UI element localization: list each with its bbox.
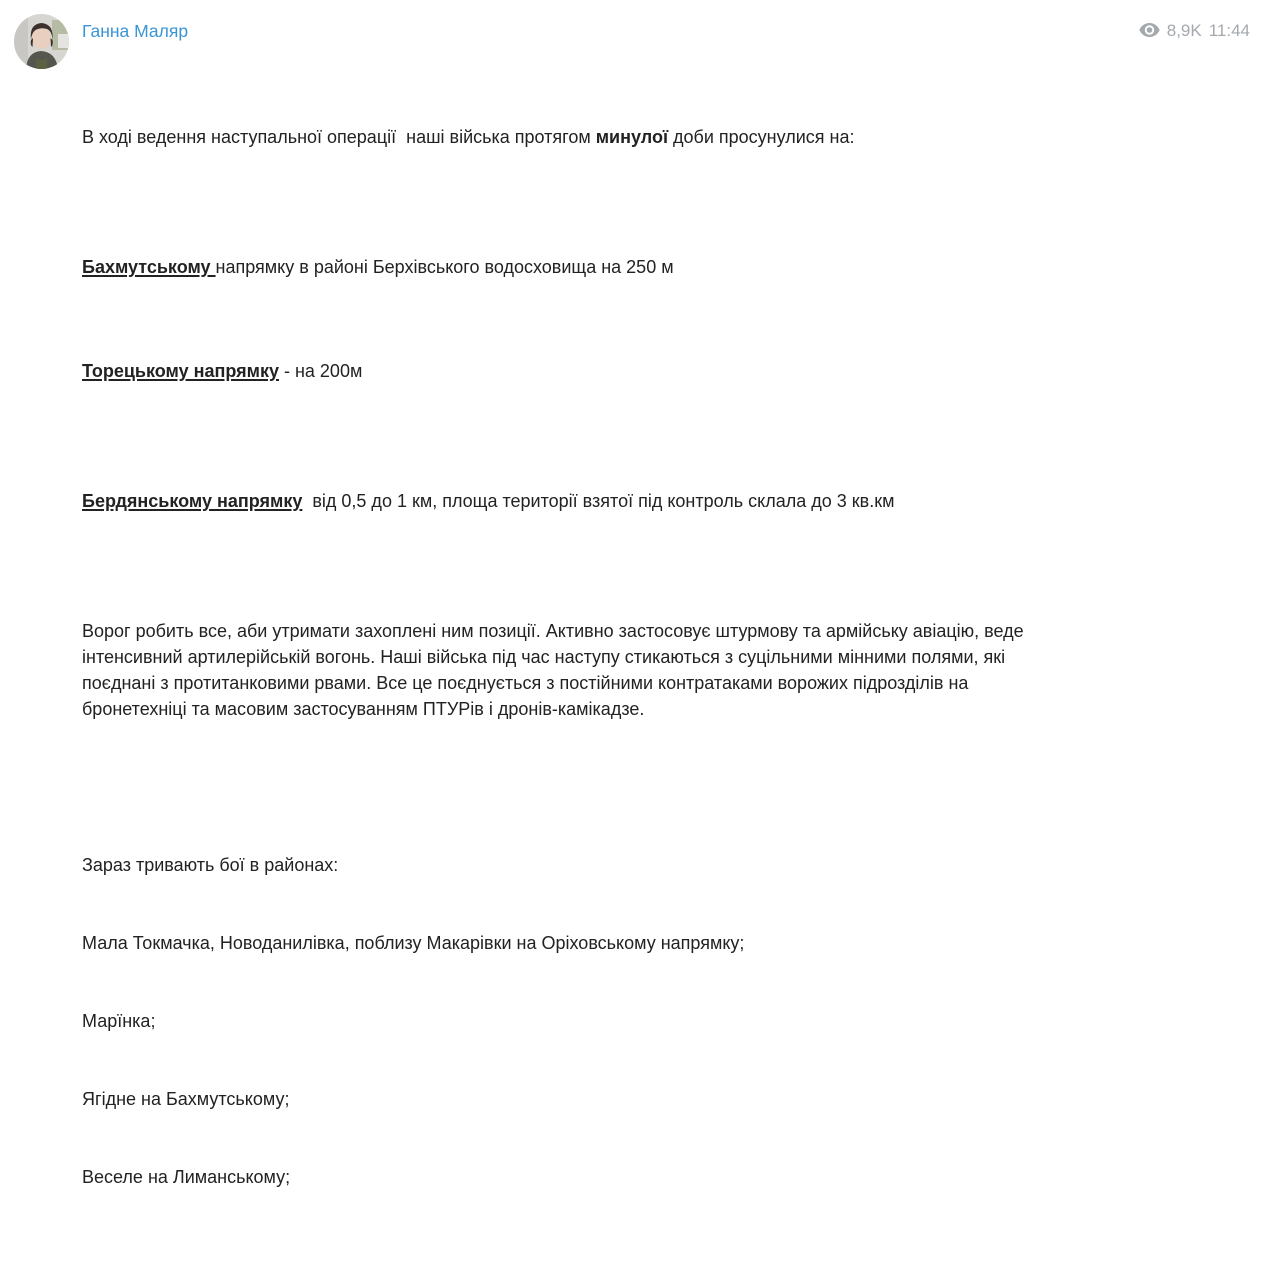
battles-line-1-text: Мала Токмачка, Новоданилівка, поблизу Макарівки на Оріховському напрямку; xyxy=(82,933,745,953)
paragraph-intro xyxy=(82,124,1050,150)
line-berdiansk xyxy=(82,488,1050,514)
channel-name[interactable]: Ганна Маляр xyxy=(82,21,189,41)
battles-line-4-text: Веселе на Лиманському; xyxy=(82,1167,291,1187)
view-count: 8,9K xyxy=(1166,21,1202,40)
line-toretsk xyxy=(82,358,1050,384)
toretsk-detail: - на 200м xyxy=(278,361,363,381)
battles-header-text: Зараз тривають бої в районах: xyxy=(82,855,339,875)
bakhmut-detail: напрямку в районі Берхівського водосховища на 250 м xyxy=(215,257,674,277)
avatar-image xyxy=(14,14,69,69)
battles-line-3 xyxy=(82,1086,1050,1112)
berdiansk-direction-label: Бердянському напрямку xyxy=(82,491,303,511)
views-eye-icon xyxy=(1139,22,1160,42)
intro-text-end: доби просунулися на: xyxy=(668,127,855,147)
message-body xyxy=(82,46,1050,1268)
battles-line-2-text: Марїнка; xyxy=(82,1011,156,1031)
line-bakhmut xyxy=(82,254,1050,280)
intro-text: В ході ведення наступальної операції наші війська протягом xyxy=(82,127,596,147)
battles-line-1 xyxy=(82,930,1050,956)
avatar[interactable] xyxy=(14,14,69,69)
berdiansk-detail: від 0,5 до 1 км, площа території взятої під контроль склала до 3 кв.км xyxy=(302,491,895,511)
toretsk-direction-label: Торецькому напрямку xyxy=(82,361,279,381)
battles-line-2 xyxy=(82,1008,1050,1034)
intro-bold-word: минулої xyxy=(595,127,669,147)
battles-line-3-text: Ягідне на Бахмутському; xyxy=(82,1089,290,1109)
battles-header xyxy=(82,852,1050,878)
post-meta xyxy=(1139,20,1250,42)
paragraph-enemy-actions xyxy=(82,618,1050,722)
timestamp: 11:44 xyxy=(1208,21,1250,40)
battles-line-4 xyxy=(82,1164,1050,1190)
enemy-actions-text: Ворог робить все, аби утримати захоплені ним позиції. Активно застосовує штурмову та армійську авіацію, веде інтенсивний артилерійській вогонь. Наші війська під час наступу стикаються з суцільними мінними полями, які поєднані з протитанковими рвами. Все це поєднується з постійними контратаками ворожих підрозділів на бронетехніці та масовим застосуванням ПТУРів і дронів-камікадзе. xyxy=(82,621,1029,719)
bakhmut-direction-label: Бахмутському xyxy=(82,257,216,277)
